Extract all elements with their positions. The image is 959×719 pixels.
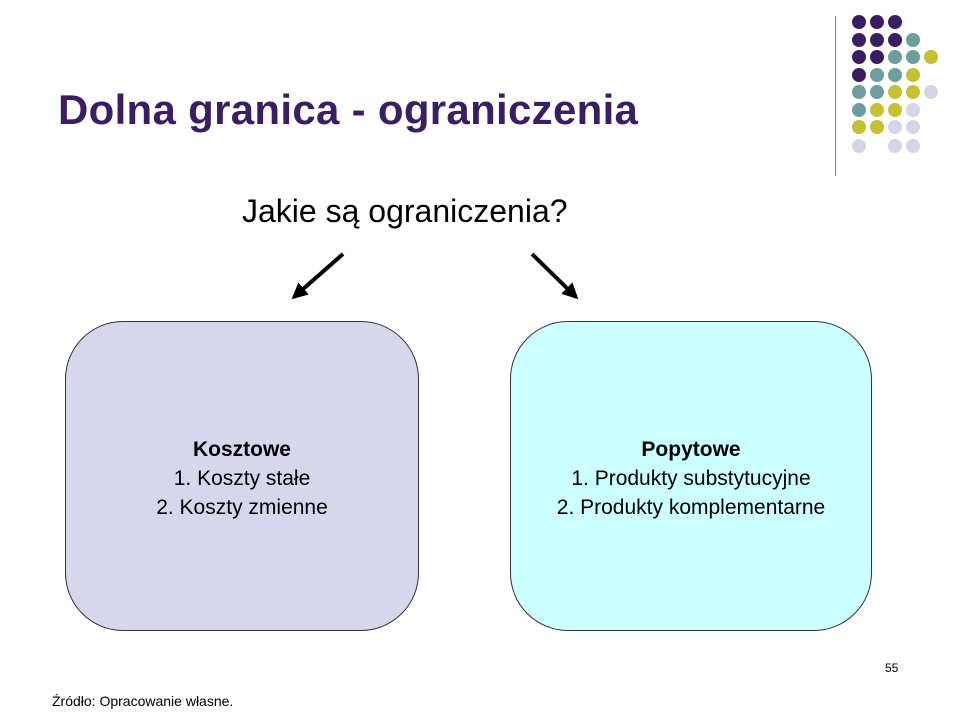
arrows xyxy=(0,0,959,320)
demand-item: 1. Produkty substytucyjne xyxy=(571,466,811,490)
slide-title: Dolna granica - ograniczenia xyxy=(58,86,639,133)
cost-item: 1. Koszty stałe xyxy=(173,466,311,490)
cost-heading: Kosztowe xyxy=(192,437,291,461)
arrow-left xyxy=(294,254,343,297)
page-number: 55 xyxy=(885,661,899,675)
demand-heading: Popytowe xyxy=(641,437,741,461)
arrow-right xyxy=(532,254,576,297)
demand-constraints-box xyxy=(510,321,872,631)
cost-constraints-box xyxy=(65,321,419,631)
source-note: Źródło: Opracowanie własne. xyxy=(52,693,234,709)
question-text: Jakie są ograniczenia? xyxy=(242,193,568,229)
cost-item: 2. Koszty zmienne xyxy=(156,495,328,519)
demand-item: 2. Produkty komplementarne xyxy=(556,495,826,519)
